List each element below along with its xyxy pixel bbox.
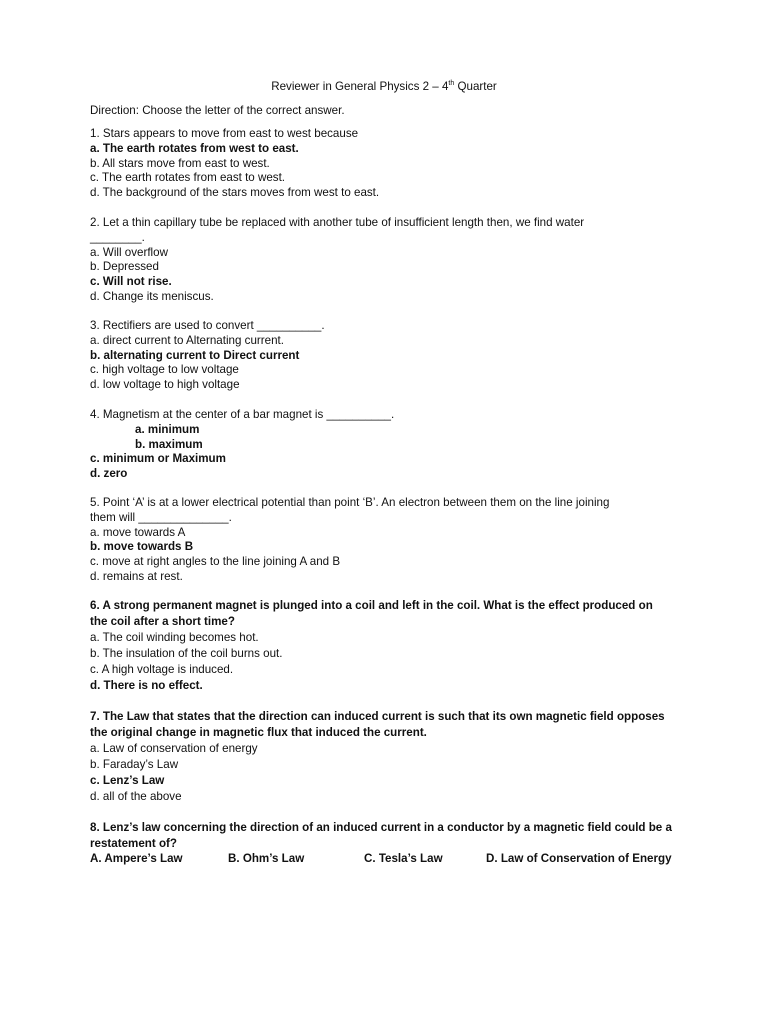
question-8-choice-b: B. Ohm’s Law	[228, 852, 305, 865]
question-8-choice-c: C. Tesla’s Law	[364, 852, 443, 865]
question-6-choice-c: c. A high voltage is induced.	[90, 663, 234, 676]
question-5	[90, 496, 690, 585]
question-4-choice-a: a. minimum	[135, 422, 200, 436]
question-3-choice-b: b. alternating current to Direct current	[90, 348, 300, 362]
question-4-choice-b: b. maximum	[135, 437, 203, 451]
question-8-stem-line-1: 8. Lenz’s law concerning the direction of an induced current in a conductor by a magnetic field could be a	[90, 821, 672, 834]
title-suffix: Quarter	[454, 80, 497, 93]
question-8-stem-line-2: restatement of?	[90, 837, 177, 850]
question-1-choice-b: b. All stars move from east to west.	[90, 156, 270, 170]
question-3-choice-c: c. high voltage to low voltage	[90, 363, 239, 377]
question-8-choice-d: D. Law of Conservation of Energy	[486, 852, 672, 865]
question-6-choice-b: b. The insulation of the coil burns out.	[90, 647, 283, 660]
question-2-choice-a: a. Will overflow	[90, 245, 168, 259]
question-3	[90, 319, 690, 393]
title-superscript: th	[448, 80, 455, 87]
question-5-choice-c: c. move at right angles to the line joining A and B	[90, 555, 341, 569]
question-4	[90, 408, 690, 482]
question-8	[90, 820, 690, 867]
question-7-stem-line-2: the original change in magnetic flux that induced the current.	[90, 726, 427, 739]
question-3-choice-a: a. direct current to Alternating current.	[90, 333, 284, 347]
question-5-choice-a: a. move towards A	[90, 525, 186, 539]
question-7-choice-b: b. Faraday’s Law	[90, 758, 179, 771]
question-2-choice-c: c. Will not rise.	[90, 275, 172, 289]
question-2-stem-line-1: 2. Let a thin capillary tube be replaced with another tube of insufficient length then, we find water	[90, 216, 585, 229]
question-1-stem: 1. Stars appears to move from east to west because	[90, 127, 359, 140]
question-4-choice-c: c. minimum or Maximum	[90, 452, 226, 466]
question-2	[90, 216, 690, 305]
question-4-choice-d: d. zero	[90, 467, 128, 481]
title-prefix: Reviewer in General Physics 2 – 4	[271, 80, 449, 93]
question-4-stem: 4. Magnetism at the center of a bar magnet is __________.	[90, 408, 395, 421]
question-8-choices	[90, 852, 690, 867]
question-7-choice-c: c. Lenz’s Law	[90, 774, 165, 787]
question-6-stem-line-1: 6. A strong permanent magnet is plunged into a coil and left in the coil. What is the effect produced on	[90, 599, 653, 612]
direction-text: Direction: Choose the letter of the correct answer.	[90, 104, 345, 117]
question-8-choice-a: A. Ampere’s Law	[90, 852, 183, 865]
question-1	[90, 127, 690, 201]
question-7-stem-line-1: 7. The Law that states that the direction can induced current is such that its own magnetic field opposes	[90, 710, 665, 723]
question-2-choice-b: b. Depressed	[90, 260, 159, 274]
question-7-choice-d: d. all of the above	[90, 790, 182, 803]
question-1-choice-c: c. The earth rotates from east to west.	[90, 171, 286, 185]
question-5-choice-b: b. move towards B	[90, 540, 194, 554]
question-5-stem-line-1: 5. Point ‘A’ is at a lower electrical potential than point ‘B’. An electron between them on the line joining	[90, 496, 610, 509]
question-2-stem-line-2: ________.	[90, 230, 145, 244]
question-1-choice-a: a. The earth rotates from west to east.	[90, 141, 299, 155]
question-1-choice-d: d. The background of the stars moves from west to east.	[90, 186, 380, 200]
question-6-choice-a: a. The coil winding becomes hot.	[90, 631, 259, 644]
question-7-choice-a: a. Law of conservation of energy	[90, 742, 258, 755]
question-6-stem-line-2: the coil after a short time?	[90, 615, 235, 628]
question-7	[90, 709, 690, 805]
question-3-choice-d: d. low voltage to high voltage	[90, 378, 240, 392]
question-5-choice-d: d. remains at rest.	[90, 569, 183, 583]
question-5-stem-line-2: them will ______________.	[90, 510, 232, 524]
question-6-choice-d: d. There is no effect.	[90, 679, 203, 692]
question-3-stem: 3. Rectifiers are used to convert __________.	[90, 319, 325, 332]
question-6	[90, 598, 690, 694]
question-2-choice-d: d. Change its meniscus.	[90, 289, 214, 303]
page-title	[0, 79, 768, 94]
